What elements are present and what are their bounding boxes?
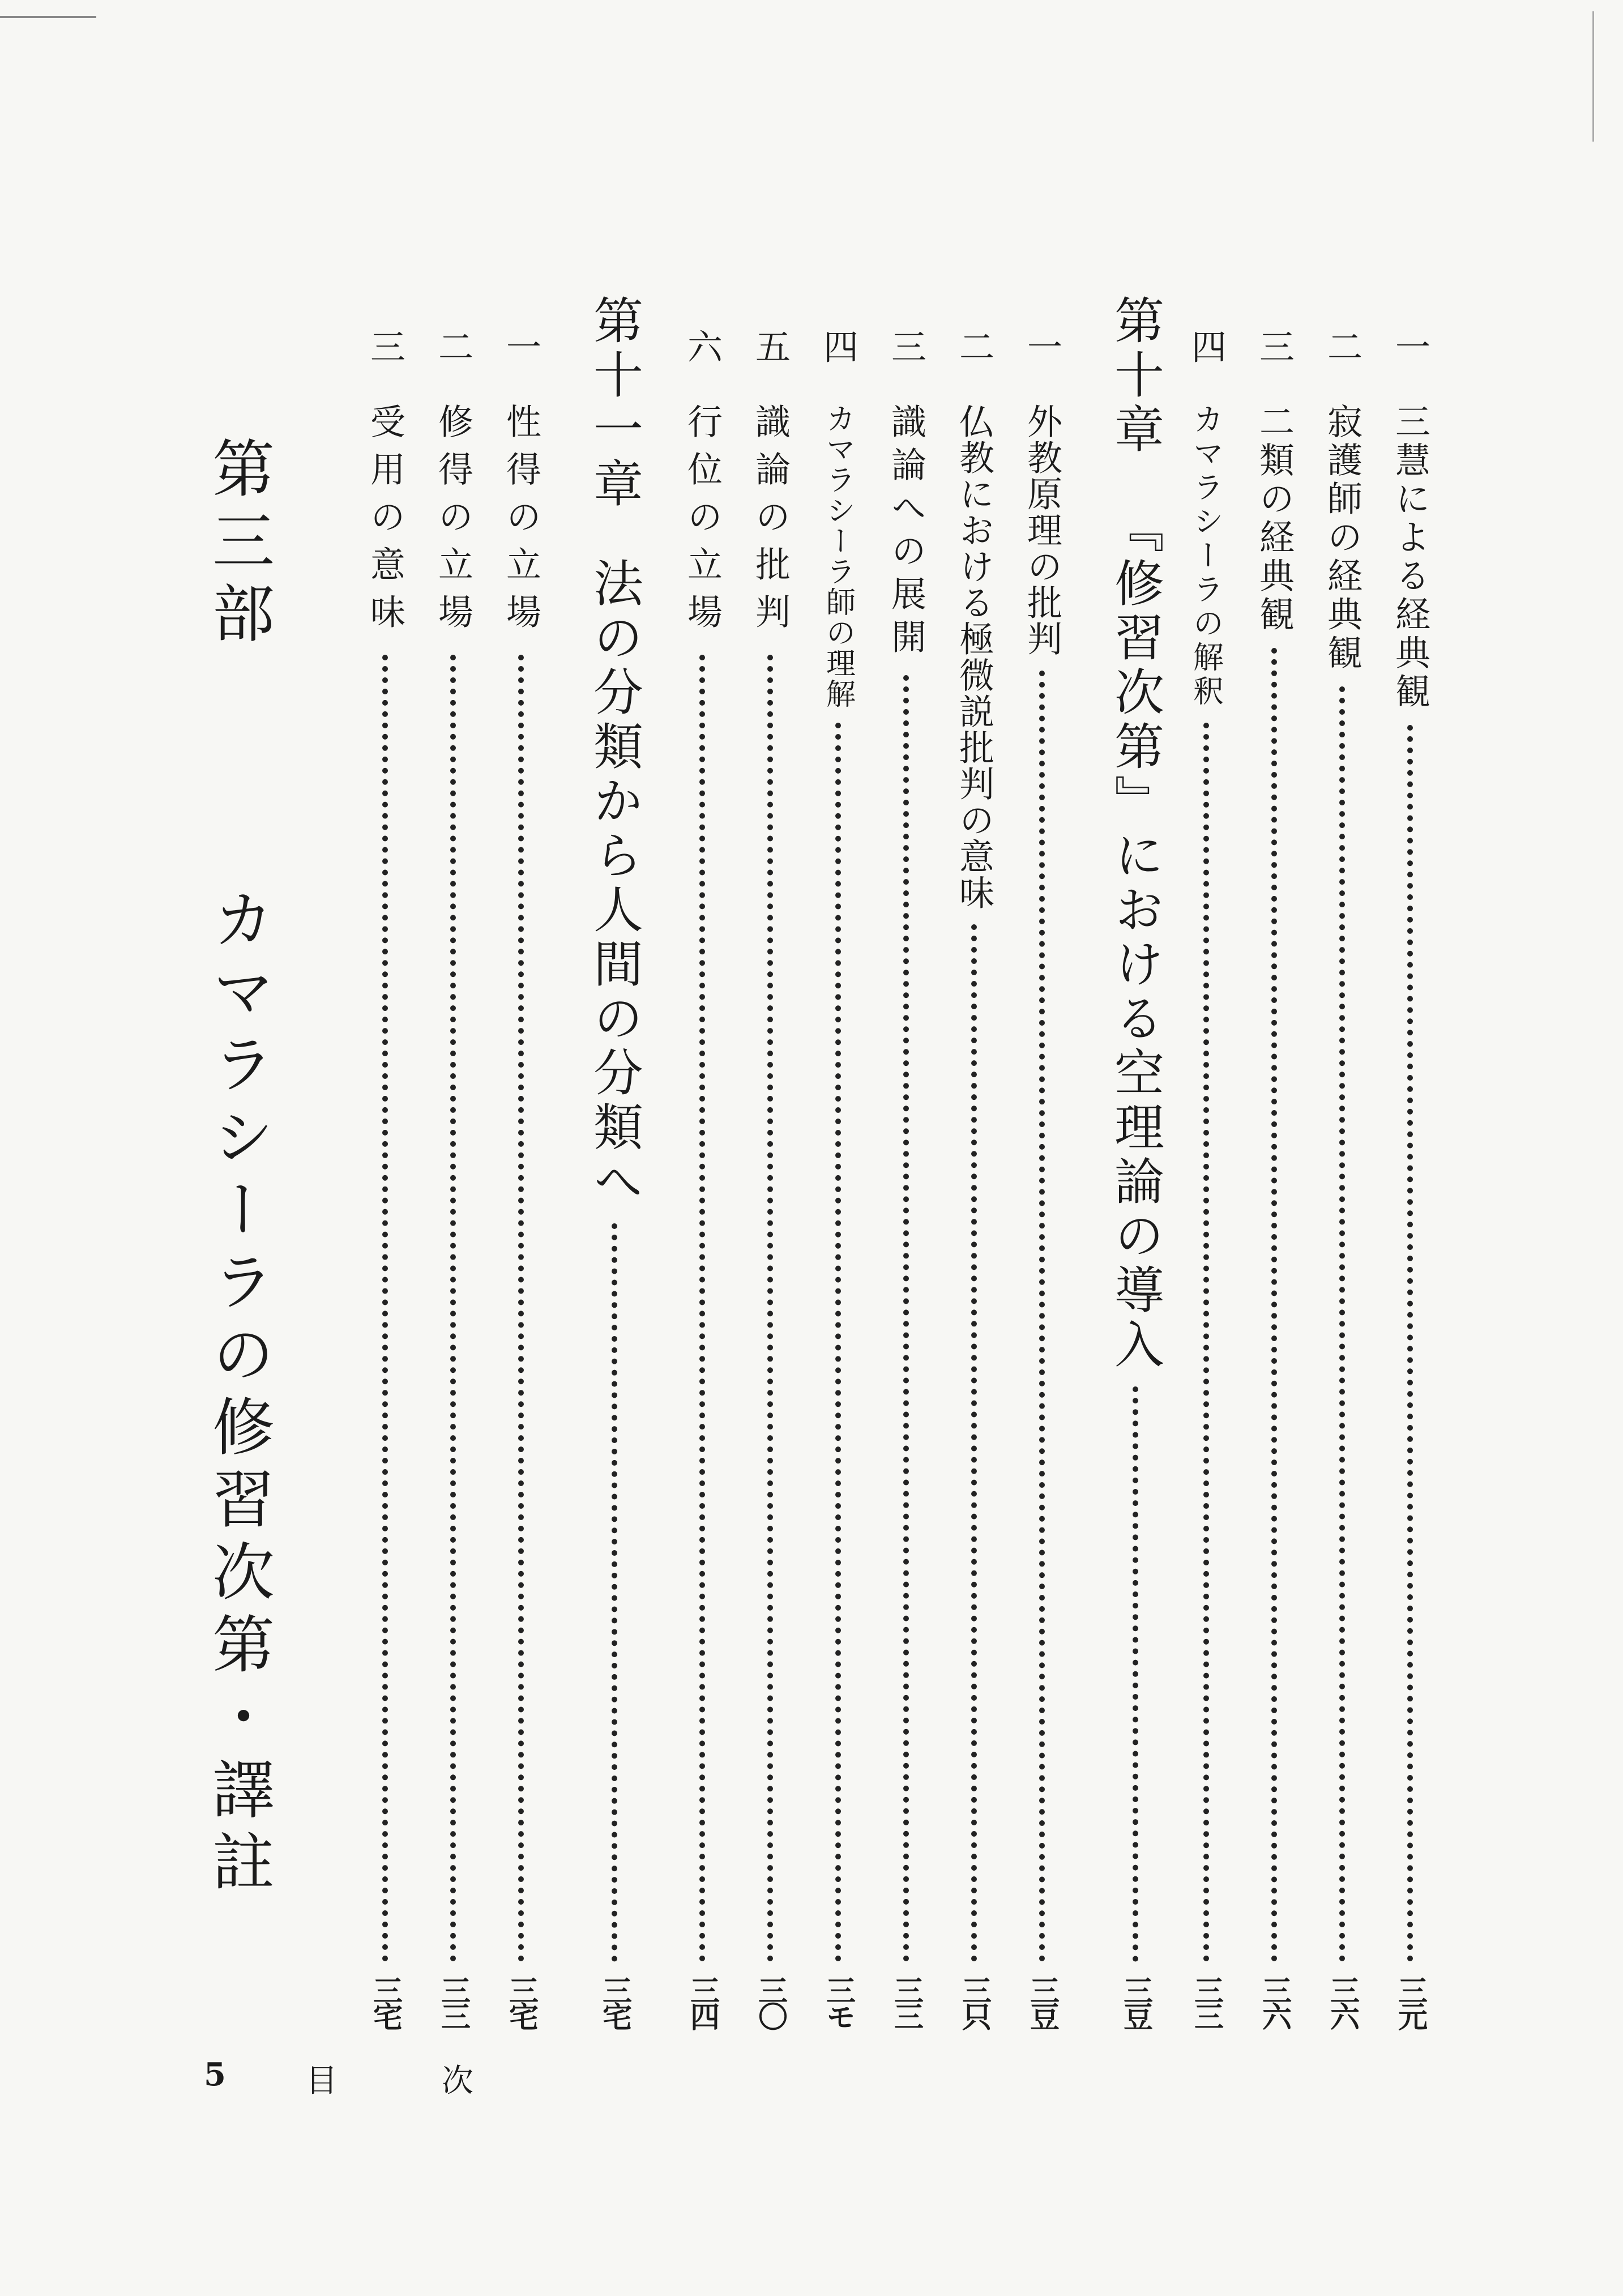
toc-entry-number: 二 xyxy=(1321,328,1363,367)
toc-ch10-entry-2 xyxy=(951,328,997,2028)
chapter-label: 第十一章 xyxy=(586,295,644,512)
running-header-b: 次 xyxy=(442,2063,473,2099)
dot-leader xyxy=(767,655,773,1962)
toc-entry-title: 外教原理の批判 xyxy=(1021,403,1063,657)
toc-ch10-entry-1 xyxy=(1019,328,1065,2028)
toc-entry-page: 三三 xyxy=(1189,1975,1224,2028)
dot-leader xyxy=(1271,648,1277,1962)
toc-entry-number: 四 xyxy=(1185,328,1227,367)
chapter-page: 三豆 xyxy=(1118,1975,1153,2028)
toc-entry-title: カマラシーラの解釈 xyxy=(1188,403,1224,709)
toc-entry-number: 一 xyxy=(1389,328,1431,367)
toc-entry-number: 四 xyxy=(817,328,859,367)
running-header-a: 目 xyxy=(306,2063,338,2099)
part-label: 第三部 xyxy=(202,436,275,654)
toc-entry-number: 三 xyxy=(364,328,406,367)
toc-entry-title: 三慧による経典観 xyxy=(1389,403,1431,711)
toc-entry-title: 行位の立場 xyxy=(681,403,723,641)
dot-leader xyxy=(699,655,705,1962)
scan-edge-mark xyxy=(1592,11,1594,142)
toc-entry-page: 三三 xyxy=(889,1975,924,2028)
toc-ch10-entry-5 xyxy=(748,328,793,2028)
toc-entry-number: 五 xyxy=(749,328,791,367)
toc-ch10-entry-6 xyxy=(680,328,725,2028)
toc-entry-2 xyxy=(1319,328,1365,2028)
chapter-title: 『修習次第』における空理論の導入 xyxy=(1107,503,1165,1373)
toc-entry-number: 六 xyxy=(681,328,723,367)
toc-entry-title: 受用の意味 xyxy=(364,403,406,641)
toc-entry-page: 三只 xyxy=(956,1975,992,2028)
dot-leader xyxy=(612,1223,617,1962)
toc-entry-page: 三宅 xyxy=(368,1975,403,2028)
toc-entry-number: 一 xyxy=(500,328,542,367)
dot-leader xyxy=(450,655,456,1962)
toc-entry-number: 三 xyxy=(885,328,927,367)
page-number: 5 xyxy=(204,2056,226,2093)
dot-leader xyxy=(382,655,388,1962)
toc-ch10-entry-4 xyxy=(815,328,861,2028)
toc-entry-3 xyxy=(1252,328,1297,2028)
dot-leader xyxy=(971,924,977,1962)
toc-entry-1 xyxy=(1387,328,1433,2028)
toc-ch10-entry-3 xyxy=(883,328,929,2028)
toc-entry-title: 仏教における極微説批判の意味 xyxy=(953,403,995,911)
toc-entry-title: 識論の批判 xyxy=(749,403,791,641)
dot-leader xyxy=(1407,725,1413,1962)
toc-entry-number: 二 xyxy=(432,328,474,367)
dot-leader xyxy=(1203,723,1209,1962)
toc-entry-page: 三六 xyxy=(1257,1975,1292,2028)
dot-leader xyxy=(835,723,841,1962)
toc-entry-title: 寂護師の経典観 xyxy=(1321,403,1363,673)
toc-ch11-entry-2 xyxy=(430,328,476,2028)
toc-ch11-entry-1 xyxy=(498,328,544,2028)
toc-entry-title: 性得の立場 xyxy=(500,403,542,641)
toc-entry-page: 三四 xyxy=(685,1975,720,2028)
toc-entry-page: 三〇 xyxy=(753,1975,788,2028)
chapter-title: 法の分類から人間の分類へ xyxy=(586,557,644,1210)
dot-leader xyxy=(1339,686,1345,1962)
chapter-page: 三宅 xyxy=(597,1975,632,2028)
toc-entry-page: 三六 xyxy=(1325,1975,1360,2028)
toc-entry-number: 三 xyxy=(1253,328,1295,367)
chapter-11-heading xyxy=(583,295,646,2028)
toc-ch11-entry-3 xyxy=(362,328,408,2028)
toc-entry-title: 二類の経典観 xyxy=(1253,403,1295,634)
toc-entry-title: カマラシーラ師の理解 xyxy=(821,403,855,709)
chapter-label: 第十章 xyxy=(1107,295,1165,458)
dot-leader xyxy=(518,655,524,1962)
toc-entry-number: 二 xyxy=(953,328,995,367)
toc-entry-page: 三宅 xyxy=(503,1975,539,2028)
chapter-10-heading xyxy=(1104,295,1167,2028)
toc-entry-page: 三三 xyxy=(435,1975,471,2028)
top-rule xyxy=(0,16,96,18)
dot-leader xyxy=(903,675,909,1962)
toc-entry-title: 修得の立場 xyxy=(432,403,474,641)
dot-leader xyxy=(1133,1386,1138,1962)
toc-entry-number: 一 xyxy=(1021,328,1063,367)
toc-entry-page: 三モ xyxy=(821,1975,856,2028)
toc-entry-4 xyxy=(1184,328,1229,2028)
part-title: カマラシーラの修習次第・譯註 xyxy=(202,887,275,1902)
toc-entry-title: 識論への展開 xyxy=(885,403,927,662)
dot-leader xyxy=(1039,671,1045,1962)
toc-entry-page: 三元 xyxy=(1393,1975,1428,2028)
toc-entry-page: 三豆 xyxy=(1024,1975,1060,2028)
part-3-heading xyxy=(204,436,283,1902)
